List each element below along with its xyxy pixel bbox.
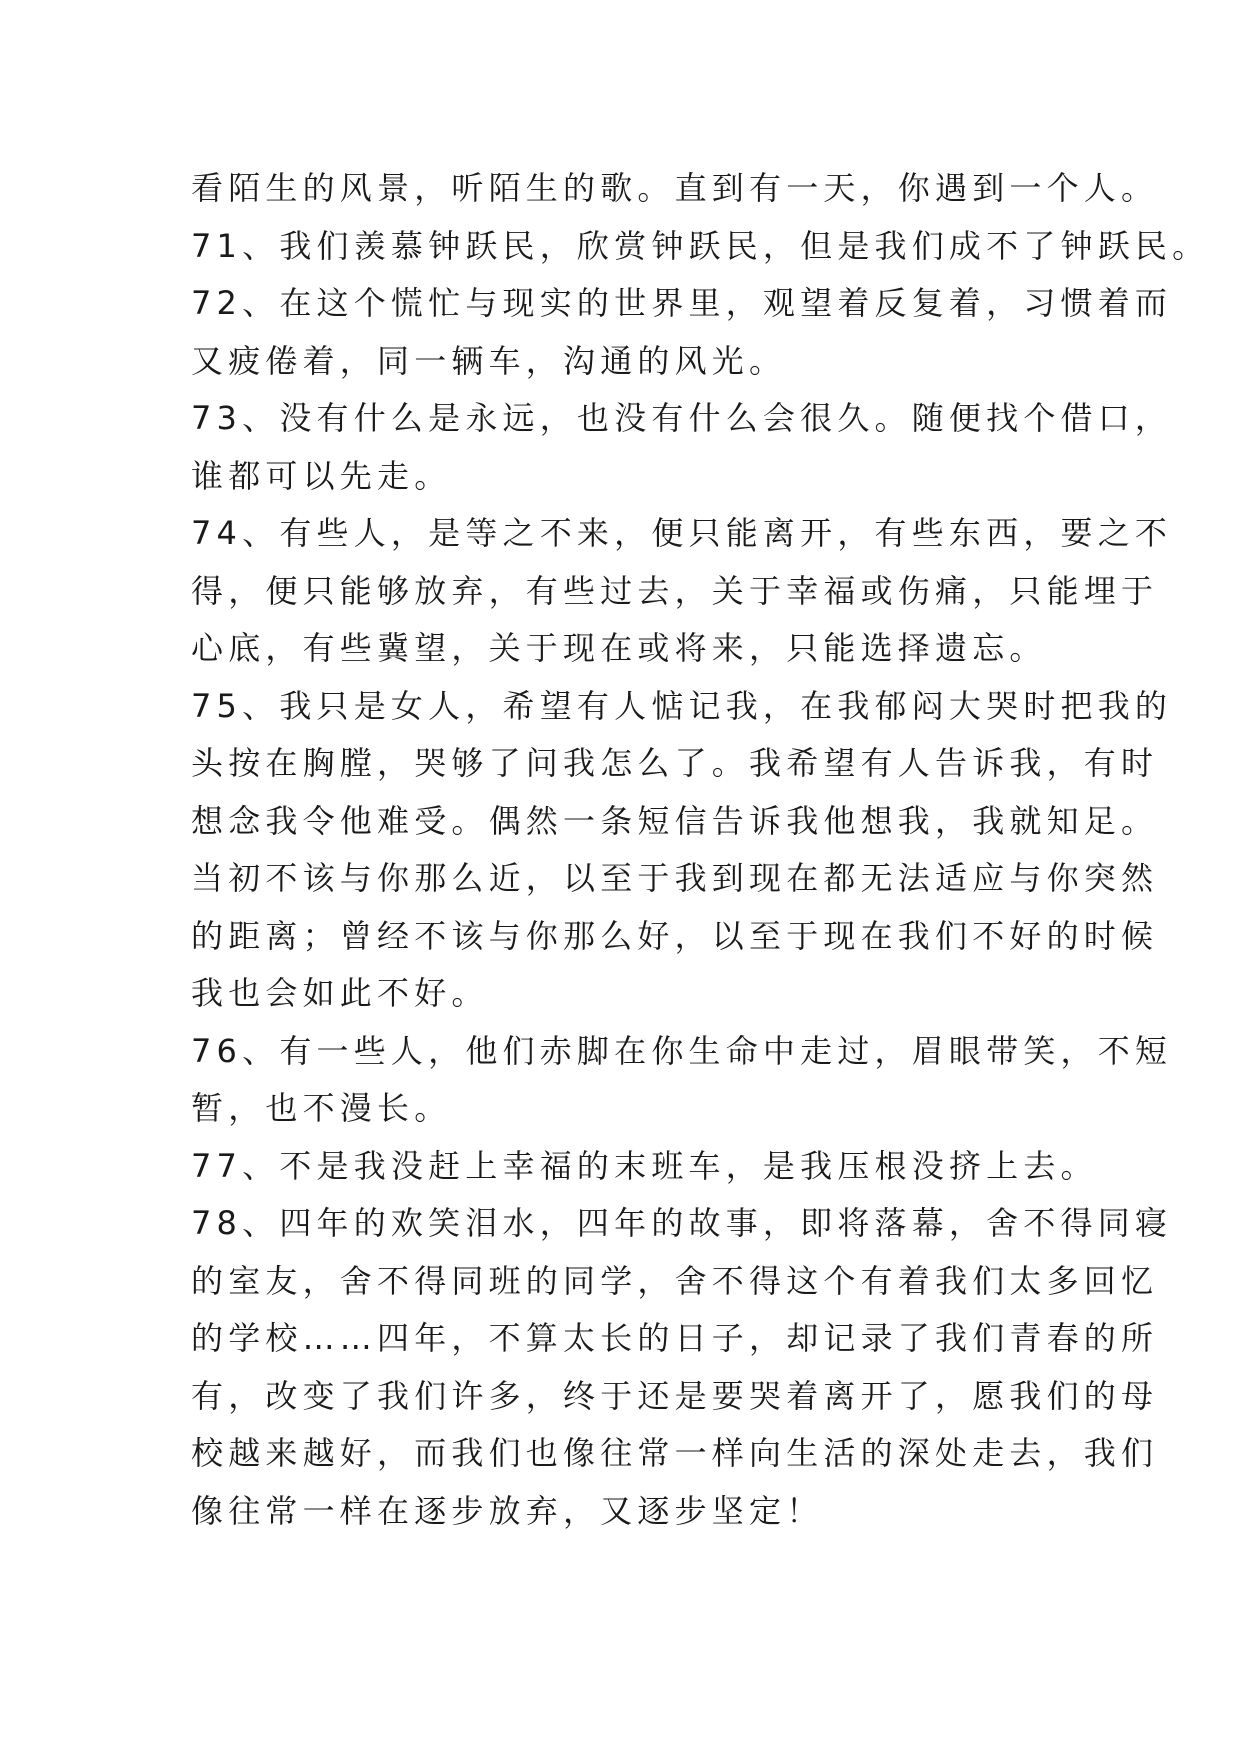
text-line: 暂，也不漫长。: [191, 1089, 452, 1127]
text-line: 看陌生的风景，听陌生的歌。直到有一天，你遇到一个人。: [191, 169, 1159, 207]
text-line: 的距离；曾经不该与你那么好，以至于现在我们不好的时候: [191, 916, 1159, 955]
text-line: 77、不是我没赶上幸福的末班车，是我压根没挤上去。: [191, 1146, 1098, 1185]
text-line: 想念我令他难受。偶然一条短信告诉我他想我，我就知足。: [191, 801, 1159, 840]
text-line: 得，便只能够放弃，有些过去，关于幸福或伤痛，只能埋于: [191, 571, 1159, 610]
text-line: 我也会如此不好。: [191, 974, 489, 1012]
text-line: 72、在这个慌忙与现实的世界里，观望着反复着，习惯着而: [191, 284, 1173, 322]
text-line: 谁都可以先走。: [191, 456, 452, 495]
text-line: 78、四年的欢笑泪水，四年的故事，即将落幕，舍不得同寝: [191, 1204, 1173, 1242]
text-line: 74、有些人，是等之不来，便只能离开，有些东西，要之不: [191, 514, 1173, 552]
text-line: 校越来越好，而我们也像往常一样向生活的深处走去，我们: [191, 1434, 1159, 1472]
text-line: 像往常一样在逐步放弃，又逐步坚定！: [191, 1491, 824, 1530]
text-line: 又疲倦着，同一辆车，沟通的风光。: [191, 341, 787, 380]
text-line: 头按在胸膛，哭够了问我怎么了。我希望有人告诉我，有时: [191, 744, 1159, 782]
text-line: 有，改变了我们许多，终于还是要哭着离开了，愿我们的母: [191, 1376, 1159, 1415]
text-line: 心底，有些冀望，关于现在或将来，只能选择遗忘。: [191, 629, 1047, 667]
text-line: 75、我只是女人，希望有人惦记我，在我郁闷大哭时把我的: [191, 686, 1173, 725]
text-line: 73、没有什么是永远，也没有什么会很久。随便找个借口，: [191, 399, 1173, 437]
text-line: 的学校……四年，不算太长的日子，却记录了我们青春的所: [191, 1319, 1159, 1357]
body-text: [191, 160, 1210, 1540]
text-line: 71、我们羡慕钟跃民，欣赏钟跃民，但是我们成不了钟跃民。: [191, 226, 1210, 265]
text-line: 当初不该与你那么近，以至于我到现在都无法适应与你突然: [191, 859, 1159, 897]
text-line: 76、有一些人，他们赤脚在你生命中走过，眉眼带笑，不短: [191, 1031, 1173, 1070]
text-line: 的室友，舍不得同班的同学，舍不得这个有着我们太多回忆: [191, 1261, 1159, 1300]
